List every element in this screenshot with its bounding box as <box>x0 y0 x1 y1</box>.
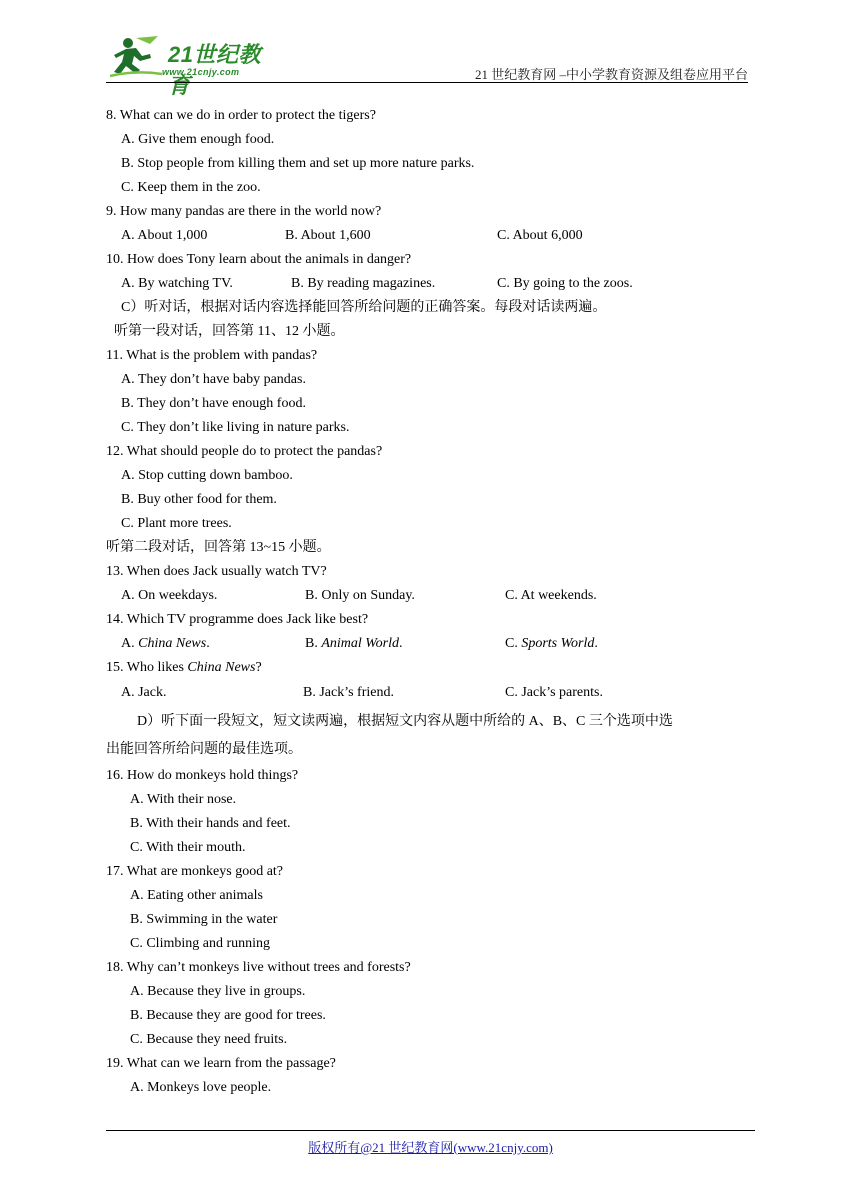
programme-title: China News <box>187 660 256 675</box>
question-stem: 17. What are monkeys good at? <box>106 864 284 879</box>
option-b: B. Buy other food for them. <box>121 492 277 507</box>
option-b: B. Because they are good for trees. <box>130 1008 326 1023</box>
question-stem: 9. How many pandas are there in the world now? <box>106 204 382 219</box>
option-a: A. Stop cutting down bamboo. <box>121 468 293 483</box>
question-stem: 8. What can we do in order to protect the tigers? <box>106 108 376 123</box>
option-b: B. Jack’s friend. <box>303 685 394 700</box>
dialog-1-instruction: 听第一段对话，回答第 11、12 小题。 <box>114 324 345 339</box>
option-b: B. By reading magazines. <box>291 276 436 291</box>
option-b: B. Swimming in the water <box>130 912 278 927</box>
option-a: A. Because they live in groups. <box>130 984 306 999</box>
logo-brand: 21世纪教育 <box>168 42 261 98</box>
option-c: C. Sports World. <box>505 636 598 651</box>
option-a: A. On weekdays. <box>121 588 218 603</box>
question-stem: 14. Which TV programme does Jack like best? <box>106 612 369 627</box>
option-c: C. With their mouth. <box>130 840 246 855</box>
option-a: A. Monkeys love people. <box>130 1080 272 1095</box>
question-stem: 15. Who likes China News? <box>106 660 262 675</box>
option-b: B. With their hands and feet. <box>130 816 291 831</box>
question-stem: 12. What should people do to protect the pandas? <box>106 444 383 459</box>
option-c: C. Keep them in the zoo. <box>121 180 261 195</box>
option-c: C. At weekends. <box>505 588 597 603</box>
programme-title: China News <box>138 636 207 651</box>
option-a: A. About 1,000 <box>121 228 208 243</box>
question-stem: 16. How do monkeys hold things? <box>106 768 299 783</box>
option-row <box>0 681 861 705</box>
option-row <box>0 272 861 296</box>
section-d-instruction: D）听下面一段短文，短文读两遍，根据短文内容从题中所给的 A、B、C 三个选项中选 <box>137 714 673 729</box>
header-tagline: 21 世纪教育网 –中小学教育资源及组卷应用平台 <box>474 67 748 82</box>
question-stem: 10. How does Tony learn about the animals in danger? <box>106 252 412 267</box>
footer-divider <box>106 1130 755 1131</box>
option-a: A. By watching TV. <box>121 276 233 291</box>
option-c: C. They don’t like living in nature parks. <box>121 420 350 435</box>
section-d-instruction-cont: 出能回答所给问题的最佳选项。 <box>106 742 302 757</box>
option-a: A. With their nose. <box>130 792 237 807</box>
option-c: C. About 6,000 <box>497 228 583 243</box>
option-a: A. Give them enough food. <box>121 132 275 147</box>
option-b: B. Animal World. <box>305 636 403 651</box>
header-divider <box>106 82 748 83</box>
runner-logo-icon <box>106 34 166 80</box>
option-row <box>0 632 861 656</box>
option-a: A. Eating other animals <box>130 888 263 903</box>
site-logo[interactable] <box>106 34 281 98</box>
option-row <box>0 224 861 248</box>
logo-url: www.21cnjy.com <box>162 67 240 77</box>
option-a: A. Jack. <box>121 685 167 700</box>
option-c: C. Plant more trees. <box>121 516 232 531</box>
option-c: C. Jack’s parents. <box>505 685 603 700</box>
option-b: B. They don’t have enough food. <box>121 396 306 411</box>
question-stem: 18. Why can’t monkeys live without trees and forests? <box>106 960 411 975</box>
copyright-link[interactable]: 版权所有@21 世纪教育网(www.21cnjy.com) <box>308 1140 553 1155</box>
option-c: C. Because they need fruits. <box>130 1032 288 1047</box>
option-a: A. They don’t have baby pandas. <box>121 372 306 387</box>
programme-title: Sports World <box>521 636 595 651</box>
option-b: B. Stop people from killing them and set up more nature parks. <box>121 156 475 171</box>
option-b: B. About 1,600 <box>285 228 371 243</box>
question-stem: 11. What is the problem with pandas? <box>106 348 318 363</box>
option-c: C. By going to the zoos. <box>497 276 633 291</box>
option-b: B. Only on Sunday. <box>305 588 415 603</box>
question-stem: 19. What can we learn from the passage? <box>106 1056 336 1071</box>
question-stem: 13. When does Jack usually watch TV? <box>106 564 327 579</box>
programme-title: Animal World <box>321 636 399 651</box>
option-c: C. Climbing and running <box>130 936 270 951</box>
option-a: A. China News. <box>121 636 210 651</box>
option-row <box>0 584 861 608</box>
page-header <box>0 0 861 98</box>
dialog-2-instruction: 听第二段对话，回答第 13~15 小题。 <box>106 540 331 555</box>
section-c-instruction: C）听对话，根据对话内容选择能回答所给问题的正确答案。每段对话读两遍。 <box>121 300 607 315</box>
